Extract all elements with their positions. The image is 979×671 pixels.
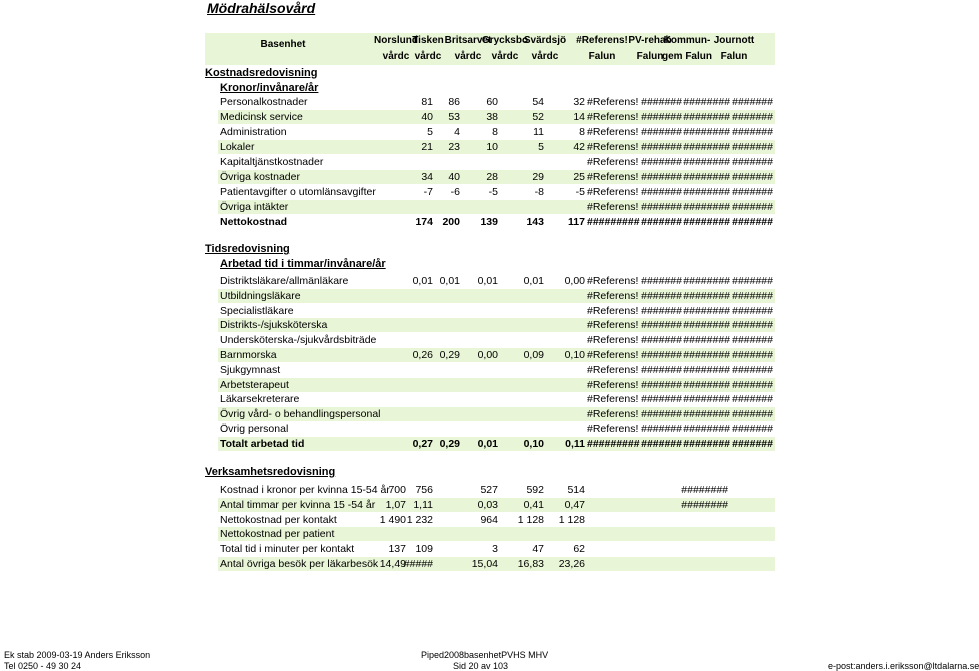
table-cell: 8 xyxy=(579,126,585,138)
table-cell: 514 xyxy=(567,484,585,496)
table-cell: 28 xyxy=(486,171,498,183)
table-row xyxy=(218,483,775,497)
table-cell: 0,01 xyxy=(523,275,544,287)
column-header-text: #Referens! xyxy=(576,35,628,46)
column-header-text: vårdc xyxy=(454,51,482,62)
table-cell: 0,00 xyxy=(477,349,498,361)
table-cell: 0,09 xyxy=(523,349,544,361)
table-cell: 964 xyxy=(480,513,498,526)
table-cell: 0,29 xyxy=(439,349,460,361)
table-cell: ####### xyxy=(641,216,682,228)
table-cell: 23 xyxy=(448,141,460,153)
row-label: Övrig personal xyxy=(220,423,289,435)
table-cell: #Referens! xyxy=(587,126,639,138)
table-cell: ######## xyxy=(683,201,730,213)
table-cell: 700 xyxy=(388,484,406,496)
table-cell: ####### xyxy=(732,319,773,332)
table-row xyxy=(218,348,775,362)
table-cell: 0,01 xyxy=(439,275,460,287)
table-cell: ####### xyxy=(732,216,773,228)
table-row xyxy=(218,200,775,214)
table-cell: ####### xyxy=(641,186,682,198)
table-row xyxy=(218,333,775,347)
table-cell: 174 xyxy=(415,216,433,228)
row-label: Nettokostnad per kontakt xyxy=(220,513,337,526)
table-cell: 53 xyxy=(448,111,460,123)
table-cell: 139 xyxy=(480,216,498,228)
table-cell: ####### xyxy=(732,289,773,302)
table-cell: ####### xyxy=(732,378,773,391)
table-cell: 23,26 xyxy=(558,558,585,570)
table-cell: 1,07 xyxy=(385,498,406,511)
subsection-tid: Arbetad tid i timmar/invånare/år xyxy=(220,258,386,270)
table-cell: 527 xyxy=(480,484,498,496)
table-row xyxy=(218,557,775,571)
table-cell: #Referens! xyxy=(587,289,639,302)
row-label: Distriktsläkare/allmänläkare xyxy=(220,275,349,287)
table-cell: ####### xyxy=(641,393,682,406)
table-cell: #Referens! xyxy=(587,186,639,198)
table-cell: ####### xyxy=(641,437,682,450)
table-cell: #Referens! xyxy=(587,423,639,435)
table-cell: 0,01 xyxy=(477,275,498,287)
row-label: Specialistläkare xyxy=(220,304,294,317)
footer-filename: Piped2008basenhetPVHS MHV xyxy=(421,650,549,660)
row-label: Barnmorska xyxy=(220,349,277,361)
table-cell: ####### xyxy=(732,171,773,183)
row-label: Kapitaltjänstkostnader xyxy=(220,156,324,168)
table-cell: ######## xyxy=(683,111,730,123)
table-cell: ####### xyxy=(732,156,773,168)
table-cell: ######## xyxy=(683,156,730,168)
table-cell: ######## xyxy=(683,171,730,183)
row-label: Administration xyxy=(220,126,287,138)
column-header xyxy=(699,35,769,63)
table-cell: ####### xyxy=(732,437,773,450)
table-cell: 109 xyxy=(415,543,433,556)
table-cell: ####### xyxy=(641,201,682,213)
table-cell: 42 xyxy=(573,141,585,153)
table-cell: ####### xyxy=(641,423,682,435)
table-cell: 0,01 xyxy=(477,437,498,450)
table-cell: ####### xyxy=(732,423,773,435)
row-label: Övriga intäkter xyxy=(220,201,289,213)
table-cell: 1 490 xyxy=(379,513,406,526)
table-cell: ######## xyxy=(683,304,730,317)
row-label: Undersköterska-/sjukvårdsbiträde xyxy=(220,334,377,347)
table-cell: ####### xyxy=(732,349,773,361)
column-header-text: vårdc xyxy=(382,51,410,62)
table-cell: ####### xyxy=(641,363,682,376)
table-cell: #Referens! xyxy=(587,111,639,123)
section-verksamhet: Verksamhetsredovisning xyxy=(205,466,336,478)
table-cell: ######## xyxy=(683,186,730,198)
table-cell: #Referens! xyxy=(587,156,639,168)
table-row xyxy=(218,437,775,451)
table-cell: ####### xyxy=(732,393,773,406)
table-row xyxy=(218,125,775,139)
table-row xyxy=(218,274,775,288)
table-cell: -6 xyxy=(450,186,460,198)
table-cell: ####### xyxy=(641,334,682,347)
table-cell: ######## xyxy=(683,96,730,108)
row-label: Medicinsk service xyxy=(220,111,303,123)
table-cell: 0,41 xyxy=(523,498,544,511)
table-cell: ####### xyxy=(641,171,682,183)
table-cell: 1,11 xyxy=(413,498,433,511)
table-cell: ####### xyxy=(641,126,682,138)
table-cell: ####### xyxy=(732,201,773,213)
column-header-text: Britsarvet xyxy=(444,35,492,46)
table-cell: 62 xyxy=(573,543,585,556)
row-label: Personalkostnader xyxy=(220,96,308,108)
table-cell: ####### xyxy=(641,319,682,332)
table-cell: 25 xyxy=(573,171,585,183)
table-cell: 14,49 xyxy=(379,558,406,570)
table-cell: ######### xyxy=(587,216,640,228)
table-cell: 0,27 xyxy=(412,437,433,450)
table-row xyxy=(218,422,775,436)
table-row xyxy=(218,140,775,154)
table-cell: ######## xyxy=(683,393,730,406)
table-cell: 5 xyxy=(427,126,433,138)
table-cell: 10 xyxy=(486,141,498,153)
column-header-text: Basenhet xyxy=(260,39,306,50)
column-header-text: Svärdsjö xyxy=(523,35,567,46)
table-cell: ####### xyxy=(641,378,682,391)
table-cell: 8 xyxy=(492,126,498,138)
table-cell: 4 xyxy=(454,126,460,138)
row-label: Arbetsterapeut xyxy=(220,378,289,391)
table-cell: #Referens! xyxy=(587,304,639,317)
page-title: Mödrahälsovård xyxy=(207,0,316,16)
table-cell: 3 xyxy=(492,543,498,556)
table-cell: 38 xyxy=(486,111,498,123)
table-row xyxy=(218,407,775,421)
table-cell: 756 xyxy=(415,484,433,496)
table-cell: ####### xyxy=(641,156,682,168)
table-cell: 40 xyxy=(421,111,433,123)
table-cell: 0,11 xyxy=(565,437,585,450)
table-cell: 0,10 xyxy=(523,437,544,450)
table-cell: ####### xyxy=(641,289,682,302)
table-cell: ######## xyxy=(681,498,728,511)
table-cell: ####### xyxy=(732,363,773,376)
row-label: Kostnad i kronor per kvinna 15-54 år xyxy=(220,484,390,496)
table-cell: ####### xyxy=(732,96,773,108)
table-cell: ####### xyxy=(641,304,682,317)
table-cell: 0,00 xyxy=(564,275,585,287)
section-tid: Tidsredovisning xyxy=(205,243,290,255)
table-cell: 81 xyxy=(421,96,433,108)
table-cell: ######## xyxy=(683,423,730,435)
table-cell: #Referens! xyxy=(587,171,639,183)
column-header-text: vårdc xyxy=(531,51,559,62)
column-header-text: gem Falun xyxy=(661,51,712,62)
row-label: Nettokostnad xyxy=(220,216,288,228)
table-cell: ######## xyxy=(681,484,728,496)
column-header-text: Grycksbo xyxy=(481,35,529,46)
row-label: Övrig vård- o behandlingspersonal xyxy=(220,408,381,421)
table-cell: #Referens! xyxy=(587,334,639,347)
table-row xyxy=(218,304,775,318)
table-cell: ####### xyxy=(732,334,773,347)
table-cell: ######## xyxy=(683,349,730,361)
table-cell: 0,03 xyxy=(477,498,498,511)
column-header-text: Norslund xyxy=(374,35,418,46)
table-cell: 0,10 xyxy=(564,349,585,361)
table-cell: 40 xyxy=(448,171,460,183)
table-cell: ######## xyxy=(683,378,730,391)
table-cell: #Referens! xyxy=(587,275,639,287)
table-cell: ##### xyxy=(403,558,433,570)
table-cell: #Referens! xyxy=(587,349,639,361)
footer-author: Ek stab 2009-03-19 Anders Eriksson xyxy=(4,650,151,660)
table-cell: ####### xyxy=(641,141,682,153)
section-kostnad: Kostnadsredovisning xyxy=(205,67,318,79)
row-label: Antal övriga besök per läkarbesök xyxy=(220,558,379,570)
table-cell: #Referens! xyxy=(587,319,639,332)
table-cell: 0,47 xyxy=(564,498,585,511)
subsection-kostnad: Kronor/invånare/år xyxy=(220,82,319,94)
column-header-text: Falun xyxy=(720,51,748,62)
table-cell: 11 xyxy=(533,126,544,138)
table-cell: ######### xyxy=(587,437,640,450)
table-cell: ######## xyxy=(683,408,730,421)
table-row xyxy=(218,498,775,512)
table-cell: 1 128 xyxy=(517,513,544,526)
row-label: Läkarsekreterare xyxy=(220,393,300,406)
column-header-text: Journott xyxy=(713,35,755,46)
table-cell: 143 xyxy=(526,216,544,228)
table-cell: 52 xyxy=(532,111,544,123)
footer-email: e-post:anders.i.eriksson@ltdalarna.se xyxy=(828,661,979,671)
table-cell: ####### xyxy=(641,349,682,361)
table-row xyxy=(218,170,775,184)
table-cell: ####### xyxy=(732,408,773,421)
table-cell: -7 xyxy=(423,186,433,198)
table-cell: 86 xyxy=(448,96,460,108)
column-header-text: vårdc xyxy=(491,51,519,62)
table-cell: ######## xyxy=(683,126,730,138)
table-cell: ######## xyxy=(683,363,730,376)
footer-page: Sid 20 av 103 xyxy=(453,661,509,671)
table-cell: 1 128 xyxy=(558,513,585,526)
table-cell: 0,01 xyxy=(412,275,433,287)
table-cell: ######## xyxy=(683,319,730,332)
table-cell: 47 xyxy=(532,543,544,556)
table-cell: ####### xyxy=(641,408,682,421)
table-cell: ####### xyxy=(732,126,773,138)
row-label: Totalt arbetad tid xyxy=(220,437,305,450)
row-label: Nettokostnad per patient xyxy=(220,528,335,541)
table-cell: 5 xyxy=(538,141,544,153)
table-cell: 0,26 xyxy=(412,349,433,361)
table-row xyxy=(218,110,775,124)
column-header xyxy=(248,35,318,51)
table-cell: ####### xyxy=(641,111,682,123)
column-header-text: Tisken xyxy=(412,35,444,46)
table-cell: 592 xyxy=(526,484,544,496)
row-label: Total tid i minuter per kontakt xyxy=(220,543,355,556)
row-label: Sjukgymnast xyxy=(220,363,281,376)
table-cell: 137 xyxy=(388,543,406,556)
table-cell: ####### xyxy=(732,111,773,123)
table-cell: 14 xyxy=(573,111,585,123)
table-cell: 0,29 xyxy=(439,437,460,450)
table-cell: #Referens! xyxy=(587,378,639,391)
table-cell: 200 xyxy=(442,216,460,228)
table-cell: 16,83 xyxy=(517,558,544,570)
table-cell: 60 xyxy=(486,96,498,108)
table-cell: ####### xyxy=(641,275,682,287)
table-cell: #Referens! xyxy=(587,96,639,108)
table-cell: 34 xyxy=(421,171,433,183)
table-cell: #Referens! xyxy=(587,393,639,406)
table-row xyxy=(218,527,775,541)
column-header-text: Falun xyxy=(588,51,616,62)
table-cell: ######## xyxy=(683,141,730,153)
table-cell: 15,04 xyxy=(471,558,498,570)
column-header-text: Kommun- xyxy=(663,35,711,46)
table-cell: ####### xyxy=(732,186,773,198)
table-row xyxy=(218,185,775,199)
table-row xyxy=(218,378,775,392)
table-row xyxy=(218,95,775,109)
column-header-text: PV-rehab xyxy=(628,35,672,46)
table-cell: #Referens! xyxy=(587,408,639,421)
column-header-text: Falun xyxy=(636,51,664,62)
table-cell: ######## xyxy=(683,334,730,347)
table-cell: ####### xyxy=(732,304,773,317)
table-cell: ######## xyxy=(683,289,730,302)
table-cell: 1 232 xyxy=(406,513,433,526)
table-row xyxy=(218,392,775,406)
table-cell: ####### xyxy=(641,96,682,108)
row-label: Lokaler xyxy=(220,141,255,153)
table-cell: 32 xyxy=(573,96,585,108)
row-label: Distrikts-/sjuksköterska xyxy=(220,319,328,332)
table-cell: -8 xyxy=(534,186,544,198)
table-cell: -5 xyxy=(488,186,498,198)
table-row xyxy=(218,215,775,229)
column-header-text: vårdc xyxy=(414,51,442,62)
row-label: Utbildningsläkare xyxy=(220,289,301,302)
table-row xyxy=(218,155,775,169)
table-cell: 29 xyxy=(532,171,544,183)
table-cell: -5 xyxy=(575,186,585,198)
row-label: Patientavgifter o utomlänsavgifter xyxy=(220,186,376,198)
table-cell: ######## xyxy=(683,437,730,450)
row-label: Övriga kostnader xyxy=(220,171,300,183)
table-cell: ######## xyxy=(683,275,730,287)
table-cell: ####### xyxy=(732,275,773,287)
table-cell: ####### xyxy=(732,141,773,153)
table-cell: 21 xyxy=(421,141,433,153)
table-row xyxy=(218,513,775,527)
table-row xyxy=(218,542,775,556)
table-row xyxy=(218,318,775,332)
table-cell: #Referens! xyxy=(587,141,639,153)
table-row xyxy=(218,289,775,303)
footer-phone: Tel 0250 - 49 30 24 xyxy=(4,661,82,671)
table-cell: #Referens! xyxy=(587,363,639,376)
table-cell: 54 xyxy=(532,96,544,108)
table-cell: #Referens! xyxy=(587,201,639,213)
table-cell: 117 xyxy=(568,216,585,228)
table-cell: ######## xyxy=(683,216,730,228)
table-row xyxy=(218,363,775,377)
row-label: Antal timmar per kvinna 15 -54 år xyxy=(220,498,376,511)
